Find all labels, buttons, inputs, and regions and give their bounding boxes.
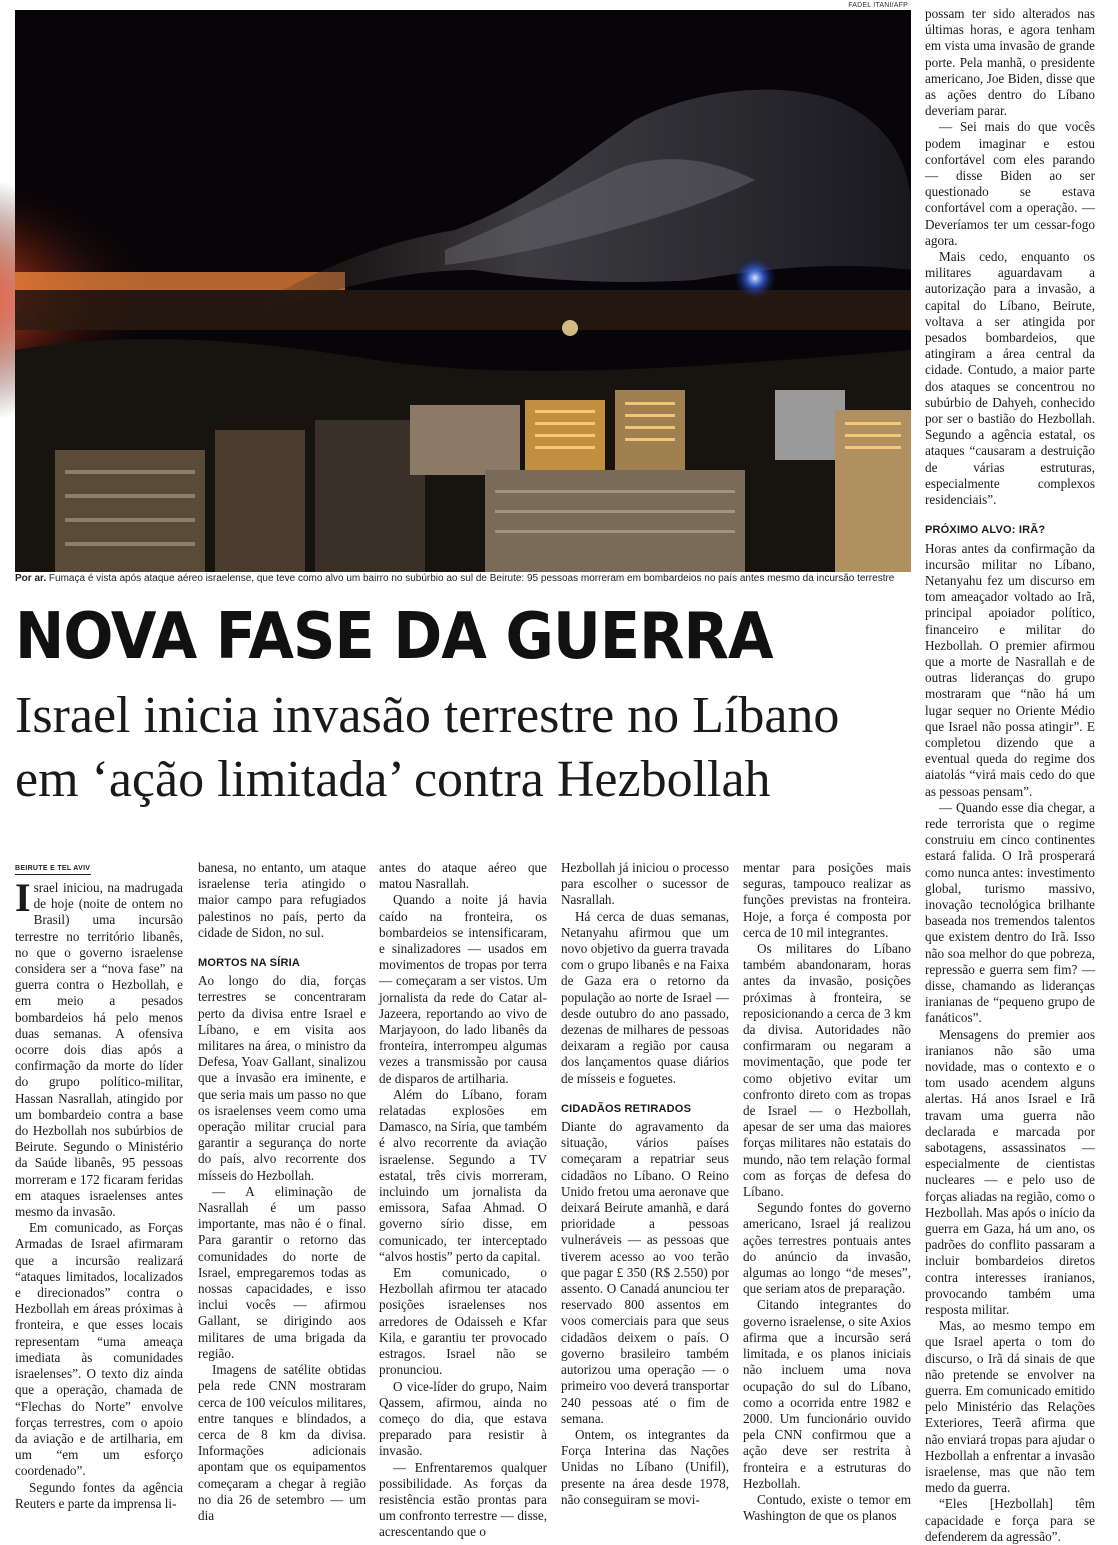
paragraph: Os militares do Líbano também abandonaram, horas antes da invasão, posições próximas à fronteira, se reposicionando a cerca de 3 km da divisa. Autoridades não confirmaram ou negaram a movimentação, que pode ter como objetivo evitar um confronto direto com as tropas de Israel — o Hezbollah, apesar de ser uma das maiores forças militares não estatais do mundo, não tem relação formal com as forças de defesa do Líbano. <box>743 941 911 1200</box>
article-column-3 <box>379 860 547 1540</box>
caption-lead: Por ar. <box>15 573 47 584</box>
paragraph: mentar para posições mais seguras, tampouco realizar as funções previstas na fronteira. Hoje, a força é composta por cerca de 10 mil integrantes. <box>743 860 911 940</box>
paragraph: — Sei mais do que vocês podem imaginar e estou confortável com eles parando — disse Biden ao ser questionado se estava confortável com a operação. — Deveríamos ter um cessar-fogo agora. <box>925 119 1095 248</box>
subheadline: Israel inicia invasão terrestre no Líbano em ‘ação limitada’ contra Hezbollah <box>15 687 840 808</box>
paragraph: Mas, ao mesmo tempo em que Israel aperta o tom do discurso, o Irã dá sinais de que não pretende se envolver na guerra. Em comunicado emitido pelo Ministério das Relações Exteriores, Teerã afirma que não enviará tropas para ajudar o Hezbollah a enfrentar a invasão israelense, mas que não tem medo da guerra. <box>925 1318 1095 1496</box>
paragraph: Em comunicado, o Hezbollah afirmou ter atacado posições israelenses nos arredores de Odaisseh e Kfar Kila, e garantiu ter provocado estragos. Israel não se pronunciou. <box>379 1265 547 1378</box>
paragraph: Contudo, existe o temor em Washington de que os planos <box>743 1491 911 1524</box>
paragraph: Hezbollah já iniciou o processo para escolher o sucessor de Nasrallah. <box>561 860 729 908</box>
photo-caption <box>15 573 911 584</box>
article-column-4 <box>561 860 729 1507</box>
paragraph: — A eliminação de Nasrallah é um passo importante, mas não é o final. Para garantir o retorno das comunidades do norte de Israel, empregaremos todas as nossas capacidades, e isso inclui vocês — afirmou Gallant, se dirigindo aos militares de uma brigada da região. <box>198 1183 366 1361</box>
section-heading: MORTOS NA SÍRIA <box>198 957 301 970</box>
paragraph: Mais cedo, enquanto os militares aguardavam a autorização para a invasão, a capital do Líbano, Beirute, voltava a ser atingida por pesados bombardeios, que atingiram a área central da cidade. Contudo, a maior parte dos ataques se concentrou no subúrbio de Dahyeh, conhecido por ser o bastião do Hezbollah. Segundo a agência estatal, os ataques “causaram a destruição de várias estruturas, especialmente complexos residenciais”. <box>925 249 1095 508</box>
article-column-6 <box>925 6 1095 1544</box>
section-heading: PRÓXIMO ALVO: IRÃ? <box>925 524 1046 537</box>
paragraph: “Eles [Hezbollah] têm capacidade e força para se defenderem da agressão”. <box>925 1496 1095 1544</box>
paragraph: — Quando esse dia chegar, a rede terrorista que o regime construiu em cinco continentes estará falida. O Irã prosperará como nunca antes: investimento global, turismo massivo, inovação tecnológica brilhante baseada nos tremendos talentos que existem dentro do Irã. Isso não soa melhor do que pobreza, repressão e guerra sem fim? — disse, chamando as lideranças iranianas de “pequeno grupo de fanáticos”. <box>925 799 1095 1026</box>
paragraph: antes do ataque aéreo que matou Nasrallah. <box>379 860 547 892</box>
caption-text: Fumaça é vista após ataque aéreo israelense, que teve como alvo um bairro no subúrbio ao sul de Beirute: 95 pessoas morreram em bombardeios no país antes mesmo da incursão terrestre <box>46 573 895 584</box>
paragraph: Além do Líbano, foram relatadas explosões em Damasco, na Síria, que também é alvo recorrente da aviação israelense. Segundo a TV estatal, três civis morreram, incluindo um jornalista da emissora, Safaa Ahmad. O governo sírio disse, em comunicado, ter interceptado “alvos hostis” perto da capital. <box>379 1086 547 1264</box>
dateline: BEIRUTE E TEL AVIV <box>15 865 91 875</box>
article-column-5 <box>743 860 911 1524</box>
paragraph: Diante do agravamento da situação, vários países começaram a repatriar seus cidadãos no Líbano. O Reino Unido fretou uma aeronave que deixará Beirute amanhã, e dará prioridade a pessoas vulneráveis — as pessoas que tiverem acesso ao voo terão que pagar £ 350 (R$ 2.550) por assento. O Canadá anunciou ter reservado 800 assentos em voos comerciais para que seus cidadãos deixem o país. O governo brasileiro também autorizou uma operação — o primeiro voo deverá transportar 240 pessoas até o fim de semana. <box>561 1119 729 1426</box>
article-column-1 <box>15 875 183 1511</box>
beirute-night-smoke-image <box>15 10 911 572</box>
paragraph: Há cerca de duas semanas, Netanyahu afirmou que um novo objetivo da guerra travada com o grupo libanês e na Faixa de Gaza era o retorno da população ao norte de Israel — desde outubro do ano passado, dezenas de milhares de pessoas deixaram a região por causa dos lançamentos quase diários de mísseis e foguetes. <box>561 908 729 1086</box>
drop-cap: I <box>15 875 31 920</box>
paragraph: Segundo fontes do governo americano, Israel já realizou ações terrestres pontuais antes do anúncio da invasão, algumas ao longo “de meses”, que seriam atos de preparação. <box>743 1200 911 1297</box>
paragraph: Em comunicado, as Forças Armadas de Israel afirmaram que a incursão realizará “ataques limitados, localizados e direcionados” contra o Hezbollah em áreas próximas à fronteira, e que esses locais representam “uma ameaça imediata às comunidades israelenses”. O texto diz ainda que a operação, chamada de “Flechas do Norte” envolve forças terrestres, com o apoio da aviação e de artilharia, em um “em um esforço coordenado”. <box>15 1220 183 1479</box>
paragraph: banesa, no entanto, um ataque israelense teria atingido o maior campo para refugiados palestinos no país, perto da cidade de Sidon, no sul. <box>198 860 366 940</box>
paragraph: Citando integrantes do governo israelense, o site Axios afirma que a incursão será limitada, e os planos iniciais não incluem uma nova ocupação do sul do Líbano, como a ocorrida entre 1982 e 2000. Um funcionário ouvido pela CNN confirmou que a ação deve ser restrita à fronteira e a estruturas do Hezbollah. <box>743 1297 911 1491</box>
paragraph: — Enfrentaremos qualquer possibilidade. As forças da resistência estão prontas para um confronto terrestre — disse, acrescentando que o <box>379 1459 547 1540</box>
paragraph: srael iniciou, na madrugada de hoje (noite de ontem no Brasil) uma incursão terrestre no território libanês, no que o governo israelense considera ser a “nova fase” na guerra contra o Hezbollah, e em meio a pesados bombardeios há pelo menos duas semanas. A ofensiva ocorre dois dias após a confirmação da morte do líder do grupo político-militar, Hassan Nasrallah, atingido por um bombardeio contra a base do Hezbollah nos subúrbios de Beirute. Segundo o Ministério da Saúde libanês, 95 pessoas morreram e 172 ficaram feridas em ataques israelenses antes mesmo da invasão. <box>15 880 183 1220</box>
paragraph: Ontem, os integrantes da Força Interina das Nações Unidas no Líbano (Unifil), presente na área desde 1978, não conseguiram se movi- <box>561 1426 729 1507</box>
headline: NOVA FASE DA GUERRA <box>15 600 773 674</box>
paragraph: O vice-líder do grupo, Naim Qassem, afirmou, ainda no começo do dia, que estava preparado para resistir à invasão. <box>379 1378 547 1459</box>
section-heading: CIDADÃOS RETIRADOS <box>561 1102 692 1115</box>
paragraph: Segundo fontes da agência Reuters e parte da imprensa li- <box>15 1479 183 1511</box>
article-column-2 <box>198 860 366 1523</box>
paragraph: Ao longo do dia, forças terrestres se concentraram perto da divisa entre Israel e Líbano, e em visita aos militares na área, o ministro da Defesa, Yoav Gallant, sinalizou que a invasão era iminente, e que seria mais um passo no que os israelenses veem como uma operação militar crucial para garantir a segurança do norte do país, alvo recorrente dos mísseis do Hezbollah. <box>198 973 366 1183</box>
paragraph: possam ter sido alterados nas últimas horas, e agora tenham em vista uma invasão de grande porte. Pela manhã, o presidente americano, Joe Biden, disse que as ações dentro do Líbano deveriam parar. <box>925 6 1095 119</box>
paragraph: Quando a noite já havia caído na fronteira, os bombardeios se intensificaram, e sinalizadores — usados em movimentos de tropas por terra — começaram a ser vistos. Um jornalista da rede do Catar al-Jazeera, reportando ao vivo de Marjayoon, do lado libanês da fronteira, interrompeu algumas vezes a transmissão por causa de disparos de artilharia. <box>379 892 547 1086</box>
photo-credit: FADEL ITANI/AFP <box>848 2 908 9</box>
paragraph: Mensagens do premier aos iranianos não são uma novidade, mas o contexto e o tom usado acendem alguns alertas. Há anos Israel e Irã travam uma guerra não declarada e marcada por sabotagens, assassinatos — especialmente de cientistas nucleares — e pelo uso de forças aliadas na região, como o Hezbollah. Mas após o início da guerra em Gaza, há um ano, os padrões do conflito passaram a incluir bombardeios diretos contra interesses iranianos, provocando também uma resposta militar. <box>925 1026 1095 1318</box>
news-photo <box>15 10 911 572</box>
paragraph: Imagens de satélite obtidas pela rede CNN mostraram cerca de 100 veículos militares, entre tanques e blindados, a cerca de 8 km da divisa. Informações adicionais apontam que os equipamentos começaram a chegar à região no dia 26 de setembro — um dia <box>198 1362 366 1523</box>
paragraph: Horas antes da confirmação da incursão militar no Líbano, Netanyahu fez um discurso em tom ameaçador voltado ao Irã, principal apoiador político, financeiro e militar do Hezbollah. O premier afirmou que a morte de Nasrallah e de outras lideranças do grupo mostraram que “não há um lugar sequer no Oriente Médio que Israel não possa atingir”. E completou dizendo que a eventual queda do regime dos aiatolás “virá mais cedo do que as pessoas pensam”. <box>925 540 1095 799</box>
